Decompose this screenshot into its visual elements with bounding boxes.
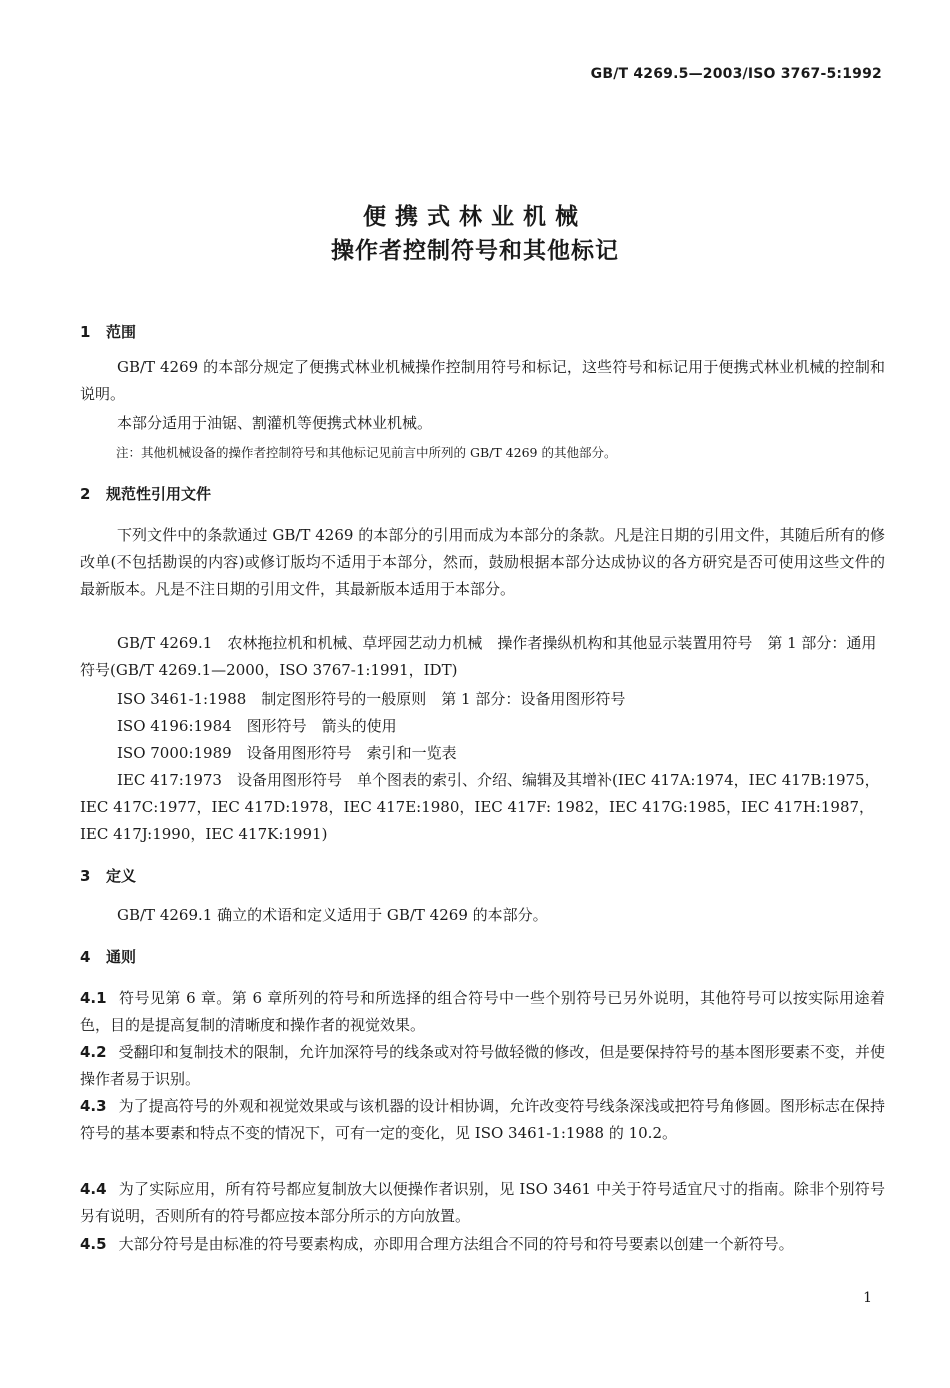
scope-note: 注：其他机械设备的操作者控制符号和其他标记见前言中所列的 GB/T 4269 的其他部分。: [116, 445, 617, 460]
section-heading-scope: [80, 321, 136, 342]
clause-text: 符号见第 6 章。第 6 章所列的符号和所选择的组合符号中一些个别符号已另外说明，其他符号可以按实际用途着色，目的是提高复制的清晰度和操作者的视觉效果。: [80, 989, 885, 1034]
section-heading-normative-references: [80, 483, 211, 504]
clause-text: 受翻印和复制技术的限制，允许加深符号的线条或对符号做轻微的修改，但是要保持符号的基本图形要素不变，并使操作者易于识别。: [80, 1043, 885, 1088]
reference-iec-417: IEC 417:1973 设备用图形符号 单个图表的索引、介绍、编辑及其增补(IEC 417A:1974，IEC 417B:1975，IEC 417C:1977，IEC 417D:1978，IEC 417E:1980，IEC 417F: 1982，IEC 417G:1985，IEC 417H:1987，IEC 417J:1990，IEC 417K:1991): [80, 771, 880, 843]
section-number: 4: [80, 948, 91, 966]
clause-number: 4.1: [80, 989, 107, 1007]
clause-4-1: [80, 985, 885, 1039]
clause-4-5: [80, 1231, 885, 1258]
reference-iso-7000: ISO 7000:1989 设备用图形符号 索引和一览表: [117, 744, 457, 762]
reference-gbt-4269-1: GB/T 4269.1 农林拖拉机和机械、草坪园艺动力机械 操作者操纵机构和其他显示装置用符号 第 1 部分：通用符号(GB/T 4269.1—2000，ISO 3767-1:1991，IDT): [80, 634, 877, 679]
page-number: 1: [863, 1290, 872, 1306]
clause-text: 为了提高符号的外观和视觉效果或与该机器的设计相协调，允许改变符号线条深浅或把符号角修圆。图形标志在保持符号的基本要素和特点不变的情况下，可有一定的变化，见 ISO 3461-1:1988 的 10.2。: [80, 1097, 885, 1142]
scope-paragraph-2: 本部分适用于油锯、割灌机等便携式林业机械。: [117, 414, 433, 432]
document-code-header: GB/T 4269.5—2003/ISO 3767-5:1992: [590, 66, 882, 82]
clause-number: 4.3: [80, 1097, 107, 1115]
clause-text: 为了实际应用，所有符号都应复制放大以便操作者识别，见 ISO 3461 中关于符号适宜尺寸的指南。除非个别符号另有说明，否则所有的符号都应按本部分所示的方向放置。: [80, 1180, 885, 1225]
section-title: 规范性引用文件: [106, 485, 212, 503]
scope-paragraph-1: GB/T 4269 的本部分规定了便携式林业机械操作控制用符号和标记，这些符号和标记用于便携式林业机械的控制和说明。: [80, 358, 885, 403]
reference-iso-4196: ISO 4196:1984 图形符号 箭头的使用: [117, 717, 397, 735]
definitions-paragraph: GB/T 4269.1 确立的术语和定义适用于 GB/T 4269 的本部分。: [117, 906, 548, 924]
section-number: 3: [80, 867, 91, 885]
clause-4-3: [80, 1093, 885, 1147]
section-title: 定义: [106, 867, 137, 885]
clause-number: 4.2: [80, 1043, 107, 1061]
section-heading-definitions: [80, 865, 136, 886]
section-number: 2: [80, 485, 91, 503]
clause-number: 4.4: [80, 1180, 107, 1198]
section-title: 通则: [106, 948, 137, 966]
clause-text: 大部分符号是由标准的符号要素构成，亦即用合理方法组合不同的符号和符号要素以创建一个新符号。: [118, 1235, 794, 1253]
clause-number: 4.5: [80, 1235, 107, 1253]
section-title: 范围: [106, 323, 137, 341]
section-number: 1: [80, 323, 91, 341]
document-title-line-2: 操作者控制符号和其他标记: [331, 238, 619, 264]
reference-iso-3461-1: ISO 3461-1:1988 制定图形符号的一般原则 第 1 部分：设备用图形符号: [117, 690, 626, 708]
document-title-line-1: 便携式林业机械: [363, 204, 587, 230]
clause-4-4: [80, 1176, 885, 1230]
normative-intro-paragraph: 下列文件中的条款通过 GB/T 4269 的本部分的引用而成为本部分的条款。凡是注日期的引用文件，其随后所有的修改单(不包括勘误的内容)或修订版均不适用于本部分，然而，鼓励根据本部分达成协议的各方研究是否可使用这些文件的最新版本。凡是不注日期的引用文件，其最新版本适用于本部分。: [80, 526, 885, 598]
section-heading-general: [80, 946, 136, 967]
clause-4-2: [80, 1039, 885, 1093]
